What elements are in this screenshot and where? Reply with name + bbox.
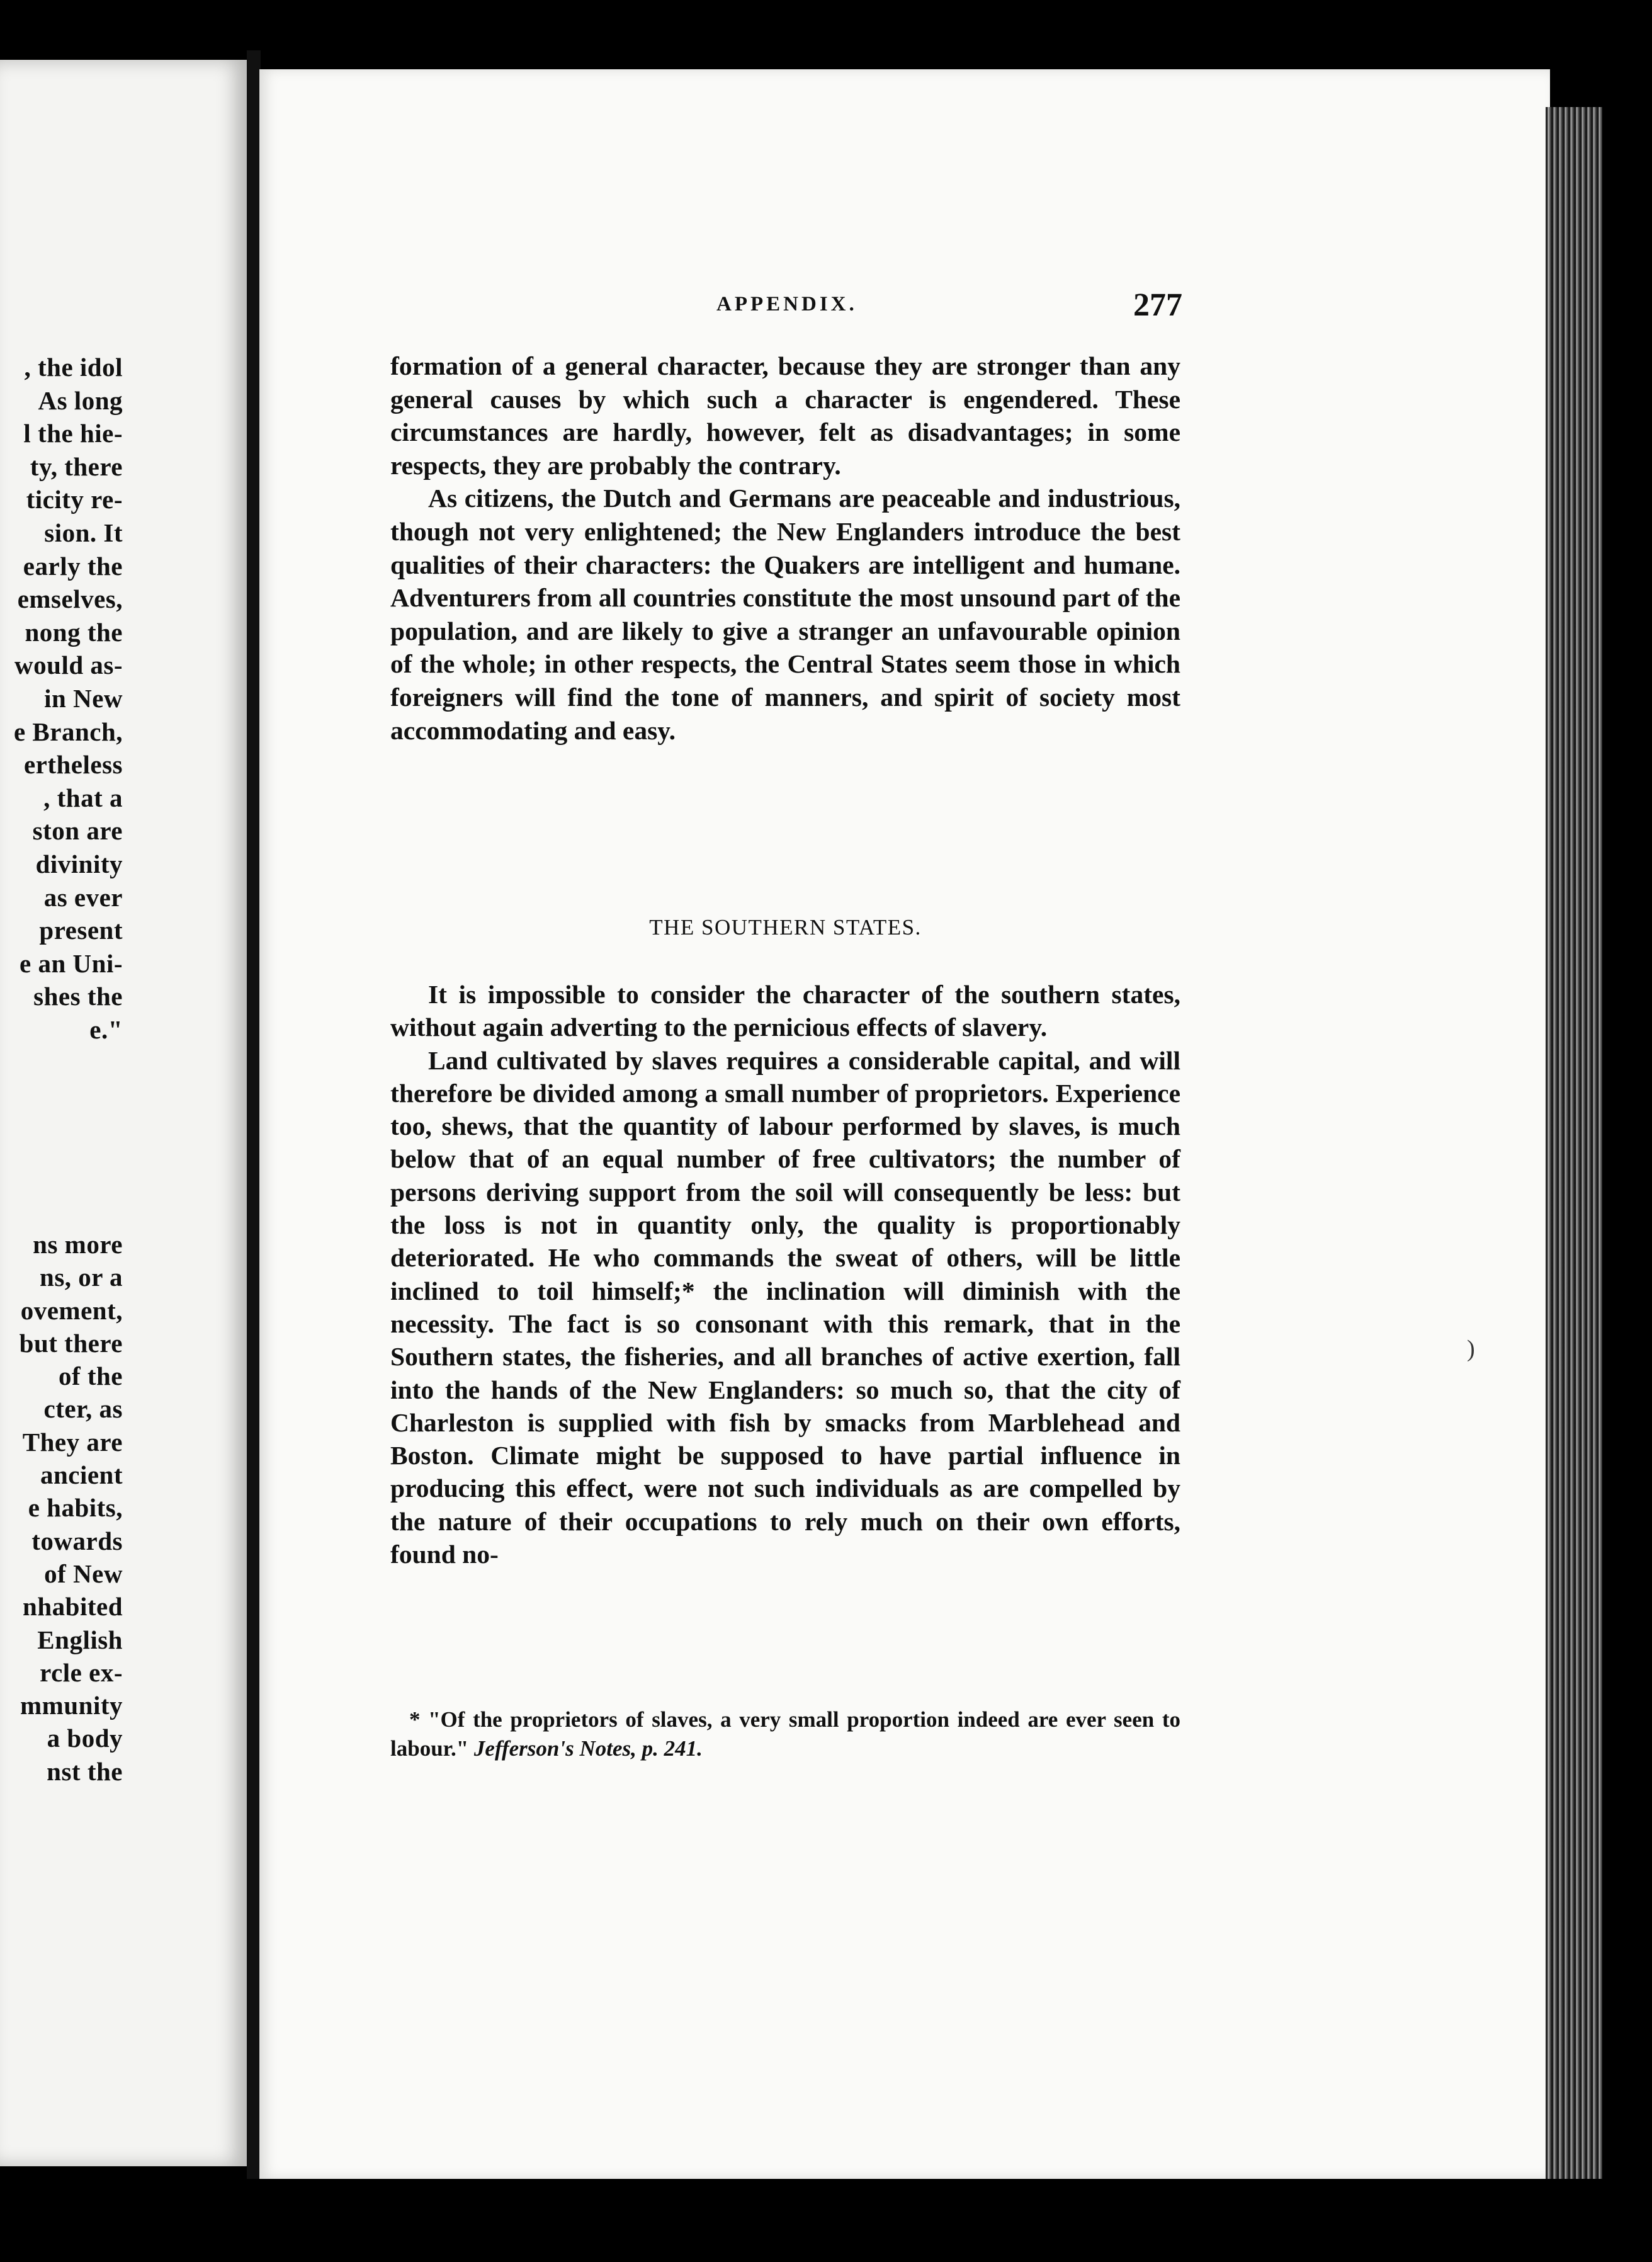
left-page-line: divinity [35, 849, 123, 878]
left-page-line: sion. It [44, 518, 123, 547]
left-page-line: ancient [40, 1460, 123, 1490]
footnote-text: * "Of the proprietors of slaves, a very small proportion indeed are ever seen to labour." [390, 1707, 1180, 1761]
section-1-body [390, 350, 1180, 747]
left-page-line: , the idol [24, 353, 123, 382]
left-page-line: nst the [47, 1756, 123, 1786]
left-page-line: ty, there [30, 452, 123, 481]
left-page-line: a body [47, 1724, 123, 1753]
left-page-line: ticity re- [26, 485, 123, 514]
footnote-citation: Jefferson's Notes, p. 241. [473, 1736, 703, 1761]
left-page-line: of the [58, 1361, 123, 1391]
page-number: 277 [1133, 287, 1182, 323]
left-page-line: but there [19, 1328, 123, 1358]
section-2-body [390, 978, 1180, 1571]
left-page-line: present [39, 916, 123, 945]
left-page-line: e habits, [28, 1493, 123, 1523]
paragraph: It is impossible to consider the character of the southern states, without again adverting to the pernicious effects of slavery. [390, 980, 1180, 1042]
left-page-line: of New [44, 1559, 123, 1588]
left-page-line: ovement, [20, 1295, 123, 1325]
left-page-text-bottom [0, 1228, 123, 1788]
left-page-line: mmunity [20, 1691, 123, 1720]
left-page-line: ston are [32, 816, 123, 846]
left-page-line: e Branch, [13, 717, 123, 746]
running-head: APPENDIX. [716, 293, 857, 315]
left-page-text-top [0, 351, 123, 1046]
margin-mark: ) [1467, 1336, 1475, 1362]
left-page-line: emselves, [17, 584, 123, 614]
left-facing-page [0, 60, 247, 2166]
left-page-line: early the [23, 551, 123, 581]
left-page-line: nhabited [23, 1592, 123, 1622]
left-page-line: ns more [33, 1230, 123, 1259]
left-page-line: rcle ex- [40, 1657, 123, 1687]
left-page-line: As long [38, 385, 123, 415]
left-page-line: e an Uni- [20, 948, 123, 978]
left-page-line: nong the [25, 617, 123, 647]
left-page-line: as ever [43, 882, 123, 912]
paragraph: formation of a general character, because they are stronger than any general causes by which such a character is engendered. These circumstances are hardly, however, felt as disadvantages; in some respects, they are probably the contrary. [390, 351, 1180, 480]
left-page-line: would as- [14, 651, 123, 680]
left-page-line: They are [22, 1427, 123, 1457]
left-page-line: English [37, 1625, 123, 1654]
left-page-line: towards [31, 1526, 123, 1555]
paragraph: Land cultivated by slaves requires a considerable capital, and will therefore be divided among a small number of proprietors. Experience too, shews, that the quantity of labour performed by slaves, is much below that of an equal number of free cultivators; the number of persons deriving support from the soil will consequently be less: but the loss is not in quantity only, the quality is proportionably deteriorated. He who commands the sweat of others, will be little inclined to toil himself;* the inclination will diminish with the necessity. The fact is so consonant with this remark, that in the Southern states, the fisheries, and all branches of active exertion, fall into the hands of the New Englanders: so much so, that the city of Charleston is supplied with fish by smacks from Marblehead and Boston. Climate might be supposed to have partial influence in producing this effect, were not such individuals as are compelled by the nature of their occupations to rely much on their own efforts, found no- [390, 1045, 1180, 1569]
left-page-line: , that a [43, 783, 123, 812]
section-heading: THE SOUTHERN STATES. [649, 915, 922, 940]
footnote [390, 1705, 1180, 1763]
paragraph: As citizens, the Dutch and Germans are peaceable and industrious, though not very enlightened; the New Englanders introduce the best qualities of their characters: the Quakers are intelligent and humane. Adventurers from all countries constitute the most unsound part of the population, and are likely to give a stranger an unfavourable opinion of the whole; in other respects, the Central States seem those in which foreigners will find the tone of manners, and spirit of society most accommodating and easy. [390, 484, 1180, 745]
page-edges [1546, 107, 1602, 2179]
left-page-line: in New [44, 683, 123, 713]
left-page-line: ertheless [23, 750, 123, 780]
left-page-line: cter, as [43, 1394, 123, 1424]
left-page-line: shes the [33, 982, 123, 1011]
left-page-line: ns, or a [40, 1263, 123, 1292]
left-page-line: e." [89, 1014, 123, 1044]
book-gutter [247, 50, 261, 2179]
left-page-line: l the hie- [23, 419, 123, 448]
